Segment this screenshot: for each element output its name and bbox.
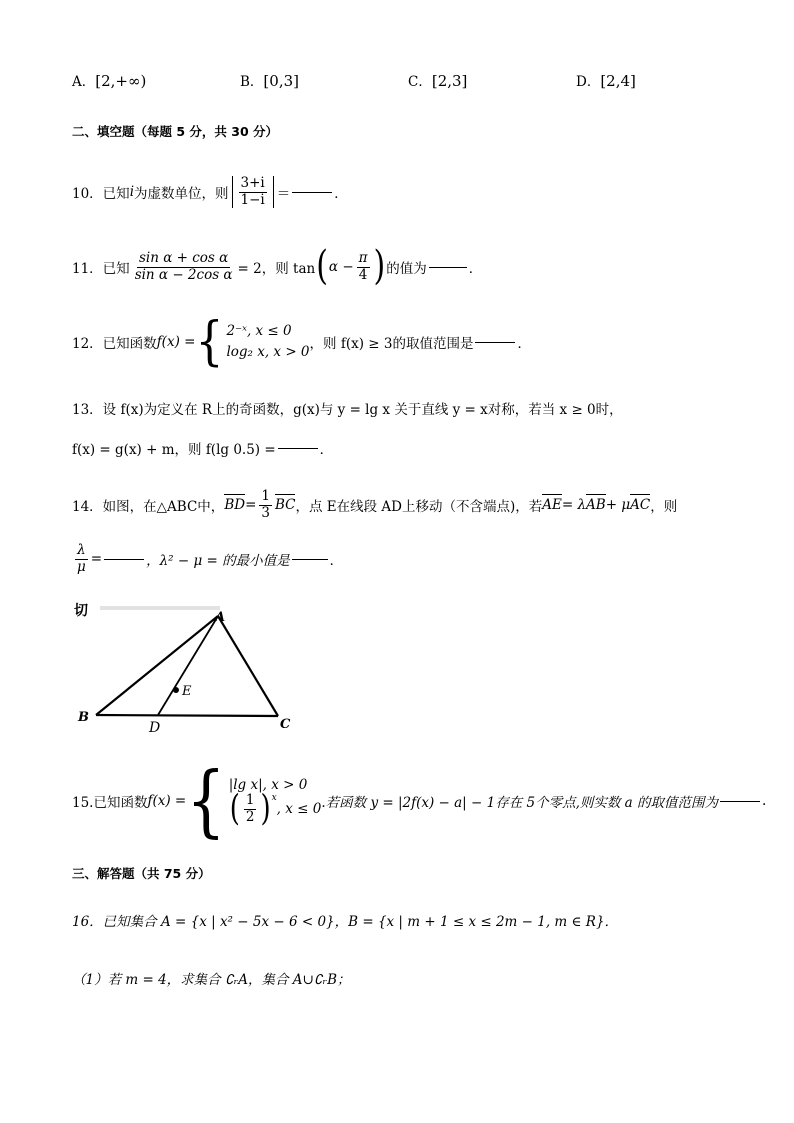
q14-mu: + μ	[605, 497, 631, 513]
q14-lambda-num: λ	[77, 541, 86, 558]
label-e: E	[182, 684, 192, 699]
vector-ae: AE	[542, 497, 562, 513]
q11-alpha: α −	[328, 259, 354, 275]
q14-lead: 14．如图，在△ABC中，	[72, 499, 225, 515]
q15-fx: f(x) =	[147, 793, 187, 809]
q14-mid: ，点 E在线段 AD上移动（不含端点)，若	[295, 499, 543, 515]
q10-lead: 10．已知	[72, 186, 130, 202]
label-d: D	[149, 720, 161, 736]
option-c-label: C．	[408, 74, 432, 90]
q14-mu-den: μ	[77, 558, 86, 575]
q11-end: ．	[468, 261, 483, 277]
option-c	[408, 70, 467, 90]
question-14-line-1	[72, 484, 677, 526]
q12-fx: f(x) =	[156, 334, 196, 350]
q15-lead: 15.已知函数	[72, 795, 148, 811]
q14-answer-blank-2[interactable]	[292, 558, 328, 560]
q11-lparen: (	[316, 242, 328, 290]
section-heading-fill-in: 二、填空题（每题 5 分，共 30 分）	[72, 124, 279, 139]
q15-brace: {	[186, 754, 226, 846]
q11-numerator: sin α + cos α	[138, 249, 229, 266]
option-c-value: [2,3]	[431, 72, 468, 90]
q15-end: .	[762, 793, 767, 809]
q12-lead: 12．已知函数	[72, 336, 157, 352]
q14-eq2: =	[90, 551, 103, 567]
q14-one: 1	[261, 487, 270, 504]
q12-brace: {	[195, 310, 224, 372]
q10-end: ．	[334, 186, 348, 202]
q11-lead: 11．已知	[72, 261, 130, 277]
q12-cases	[226, 321, 309, 363]
q13-answer-blank[interactable]	[278, 447, 318, 449]
option-d	[576, 70, 636, 90]
q10-answer-blank[interactable]	[292, 191, 332, 193]
option-b	[240, 70, 299, 90]
q10-numerator: 3+i	[240, 174, 265, 191]
option-d-label: D．	[576, 74, 601, 90]
q15-half-num: 1	[245, 792, 255, 809]
q14-three: 3	[261, 504, 270, 521]
triangle-figure	[72, 600, 302, 740]
q12-case-2: log₂ x, x > 0	[226, 344, 310, 360]
q14-lambda-over-mu	[75, 543, 88, 575]
q14-end: ．	[329, 553, 344, 569]
q15-half-den: 2	[245, 808, 255, 825]
q14-second-part: ，λ² − μ = 的最小值是	[146, 553, 290, 569]
q10-mid: 为虚数单位，则	[134, 186, 229, 202]
option-b-value: [0,3]	[263, 72, 299, 90]
triangle-diagram	[72, 600, 302, 740]
q14-lambda: = λ	[561, 497, 587, 513]
q15-exponent: x	[271, 793, 277, 804]
question-16-part-1: （1）若 m = 4，求集合 ∁ᵣA，集合 A∪∁ᵣB；	[72, 972, 351, 988]
q11-eq: = 2，则 tan	[237, 261, 316, 277]
q11-rparen: )	[373, 242, 386, 290]
q11-pi: π	[358, 249, 368, 266]
q15-rparen: )	[260, 788, 271, 830]
label-c: C	[280, 717, 291, 732]
option-a-value: [2,+∞)	[95, 72, 147, 90]
q15-cases	[228, 776, 322, 830]
question-15	[72, 754, 767, 846]
q11-four: 4	[358, 266, 368, 283]
question-13-line-2	[72, 438, 333, 458]
q13-end: ．	[319, 442, 334, 458]
q12-case-1: 2⁻ˣ, x ≤ 0	[226, 323, 292, 340]
q12-answer-blank[interactable]	[475, 341, 515, 343]
q15-answer-blank[interactable]	[720, 800, 760, 802]
section-heading-answers: 三、解答题（共 75 分）	[72, 866, 211, 881]
option-b-label: B．	[240, 74, 264, 90]
q11-denominator: sin α − 2cos α	[134, 266, 233, 283]
q11-answer-blank[interactable]	[429, 266, 467, 268]
option-a-label: A．	[72, 74, 96, 90]
q14-one-third	[259, 489, 272, 521]
label-a: A	[215, 610, 226, 625]
q15-lparen: (	[229, 788, 240, 830]
q10-i: i	[129, 184, 135, 200]
label-b: B	[78, 710, 89, 725]
q12-tail: ，则 f(x) ≥ 3的取值范围是	[309, 336, 474, 352]
q11-tail: 的值为	[386, 261, 427, 277]
q10-fraction	[239, 176, 267, 208]
vector-ac: AC	[630, 497, 651, 513]
question-12	[72, 310, 531, 372]
figure-corner-text: 切	[74, 603, 88, 619]
question-11	[72, 242, 482, 292]
vector-ab: AB	[586, 497, 606, 513]
q10-equals: ＝	[276, 186, 291, 202]
q15-tail: .若函数 y = |2f(x) − a| − 1存在 5个零点,则实数 a 的取值范围为	[321, 795, 719, 811]
q14-eq: =	[245, 497, 257, 513]
option-a	[72, 70, 146, 90]
q11-fraction	[133, 251, 235, 283]
q12-end: ．	[517, 336, 531, 352]
q15-half	[244, 793, 257, 825]
q14-then: ，则	[650, 499, 678, 515]
question-10	[72, 170, 348, 214]
question-16: 16．已知集合 A = {x | x² − 5x − 6 < 0}，B = {x | m + 1 ≤ x ≤ 2m − 1, m ∈ R}．	[72, 914, 619, 930]
option-d-value: [2,4]	[600, 72, 636, 90]
q15-case-2-cond: , x ≤ 0	[276, 801, 322, 817]
vector-bd: BD	[224, 497, 246, 513]
question-14-line-2	[72, 537, 343, 581]
q15-case-1: |lg x|, x > 0	[228, 776, 308, 793]
q13-line2-text: f(x) = g(x) + m，则 f(lg 0.5) =	[72, 442, 276, 458]
q15-case-2	[229, 788, 322, 830]
q10-abs	[232, 176, 274, 208]
q10-denominator: 1−i	[240, 191, 265, 208]
vector-bc: BC	[274, 497, 296, 513]
question-13-line-1: 13．设 f(x)为定义在 R上的奇函数，g(x)与 y = lg x 关于直线 y = x对称，若当 x ≥ 0时，	[72, 402, 623, 418]
q11-pi-over-4	[357, 251, 370, 283]
q14-answer-blank-1[interactable]	[104, 558, 144, 560]
